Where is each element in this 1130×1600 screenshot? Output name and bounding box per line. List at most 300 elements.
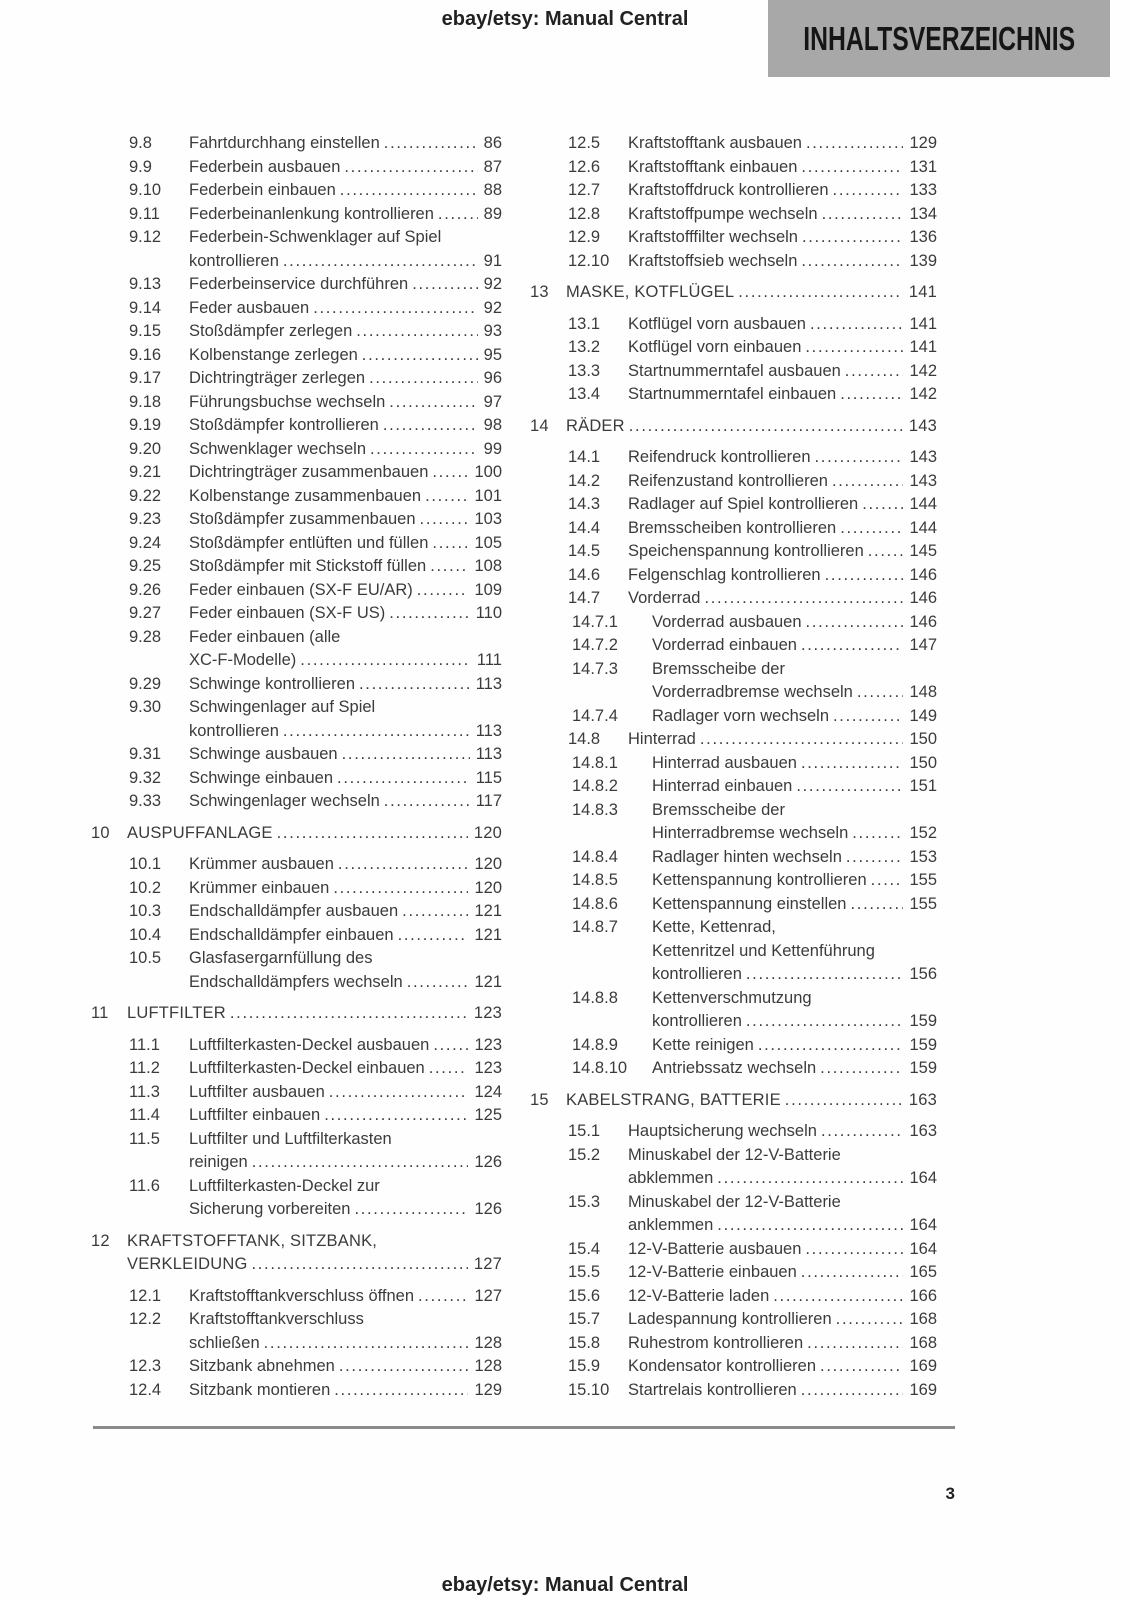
toc-entry-body xyxy=(628,1261,937,1285)
toc-entry-page: 164 xyxy=(909,1169,937,1187)
toc-entry-body xyxy=(189,853,502,877)
toc-entry-title: Führungsbuchse wechseln xyxy=(189,392,386,411)
toc-entry-lastline xyxy=(189,1151,502,1175)
toc-entry-page: 141 xyxy=(909,314,937,333)
toc-entry-body xyxy=(566,415,937,439)
toc-entry-number: 14.7.2 xyxy=(572,636,618,654)
dot-leader xyxy=(389,391,477,415)
toc-entry-page: 93 xyxy=(483,322,502,340)
toc-entry-page: 155 xyxy=(909,871,937,889)
toc-entry xyxy=(530,446,937,470)
toc-entry xyxy=(530,1089,937,1113)
dot-leader xyxy=(407,971,469,995)
toc-entry-lastline xyxy=(628,156,937,180)
toc-entry-lastline xyxy=(652,634,937,658)
dot-leader xyxy=(871,869,904,893)
toc-entry xyxy=(530,203,937,227)
toc-entry xyxy=(91,226,502,273)
toc-entry-number: 12.4 xyxy=(129,1380,162,1399)
toc-entry-lastline xyxy=(652,1010,937,1034)
toc-entry xyxy=(91,273,502,297)
toc-entry-page: 115 xyxy=(475,768,502,787)
toc-entry xyxy=(530,493,937,517)
toc-entry-number: 15.4 xyxy=(568,1239,601,1258)
toc-entry-title: Kraftstofftank einbauen xyxy=(628,157,798,176)
toc-entry xyxy=(91,344,502,368)
toc-entry-body xyxy=(652,799,937,846)
toc-entry xyxy=(530,1120,937,1144)
toc-entry-number: 10.2 xyxy=(129,878,162,897)
toc-entry-title: Schwinge kontrollieren xyxy=(189,674,356,693)
toc-entry-number: 9.11 xyxy=(129,204,160,223)
toc-entry-title: Federbeinservice durchführen xyxy=(189,275,409,293)
toc-entry-number: 10.3 xyxy=(129,902,162,920)
dot-leader xyxy=(384,790,470,814)
toc-entry-body xyxy=(189,877,502,901)
toc-entry xyxy=(91,877,502,901)
toc-entry xyxy=(530,705,937,729)
toc-entry-page: 141 xyxy=(908,283,937,301)
toc-entry-title: Stoßdämpfer kontrollieren xyxy=(189,416,379,434)
toc-entry-page: 133 xyxy=(909,181,937,199)
toc-entry-number: 14.1 xyxy=(568,448,601,466)
toc-entry-page: 121 xyxy=(474,902,502,920)
toc-entry xyxy=(530,470,937,494)
dot-leader xyxy=(369,367,478,391)
toc-entry-page: 159 xyxy=(909,1059,937,1077)
toc-entry-page: 113 xyxy=(475,721,502,740)
toc-entry-title: Schwingenlager wechseln xyxy=(189,792,380,810)
toc-entry-page: 127 xyxy=(474,1286,502,1305)
toc-entry xyxy=(91,461,502,485)
toc-entry-page: 166 xyxy=(909,1286,937,1305)
dot-leader xyxy=(430,555,468,579)
dot-leader xyxy=(344,156,477,180)
toc-entry-body xyxy=(628,226,937,250)
toc-entry-lastline xyxy=(628,1285,937,1309)
toc-entry-title: LUFTFILTER xyxy=(127,1004,226,1022)
dot-leader xyxy=(283,250,478,274)
toc-entry-body xyxy=(628,728,937,752)
toc-entry-page: 152 xyxy=(909,824,937,842)
toc-entry-body xyxy=(189,1034,502,1058)
toc-entry-title: Federbein ausbauen xyxy=(189,157,341,176)
toc-entry-body xyxy=(652,869,937,893)
toc-entry xyxy=(91,1175,502,1222)
toc-entry xyxy=(91,203,502,227)
toc-entry-title: Sitzbank abnehmen xyxy=(189,1357,335,1375)
toc-entry-title: Luftfilterkasten-Deckel einbauen xyxy=(189,1059,425,1077)
toc-entry-title: Ruhestrom kontrollieren xyxy=(628,1333,804,1352)
toc-entry-lastline xyxy=(189,532,502,556)
inhaltsverzeichnis-banner xyxy=(768,0,1110,77)
dot-leader xyxy=(862,493,903,517)
toc-entry-body xyxy=(628,203,937,227)
toc-entry-title: Vorderradbremse wechseln xyxy=(652,683,853,701)
toc-entry-title: Hauptsicherung wechseln xyxy=(628,1122,817,1140)
toc-entry-body xyxy=(566,281,937,305)
toc-entry-number: 10 xyxy=(91,823,110,842)
dot-leader xyxy=(801,752,904,776)
toc-entry-page: 109 xyxy=(474,580,502,599)
toc-entry-number: 12 xyxy=(91,1231,110,1250)
toc-entry-title-line: Kettenritzel und Kettenführung xyxy=(652,941,875,960)
dot-leader xyxy=(806,132,903,156)
toc-entry-lastline xyxy=(189,555,502,579)
toc-entry-lastline xyxy=(189,1081,502,1105)
toc-entry-page: 129 xyxy=(474,1380,502,1399)
dot-leader xyxy=(801,250,903,274)
toc-entry-body xyxy=(189,508,502,532)
toc-entry-title-line: Minuskabel der 12-V-Batterie xyxy=(628,1145,841,1164)
toc-entry-lastline xyxy=(652,1057,937,1081)
toc-entry-lastline xyxy=(189,367,502,391)
toc-entry-page: 142 xyxy=(909,361,937,380)
toc-entry-title: Speichenspannung kontrollieren xyxy=(628,542,864,560)
toc-entry xyxy=(530,1308,937,1332)
toc-entry xyxy=(91,555,502,579)
dot-leader xyxy=(832,470,904,494)
dot-leader xyxy=(329,1081,469,1105)
toc-entry-title: VERKLEIDUNG xyxy=(127,1255,248,1273)
dot-leader xyxy=(840,517,903,541)
toc-entry-page: 99 xyxy=(483,439,502,458)
toc-entry-title: Hinterrad ausbauen xyxy=(652,753,797,772)
toc-entry-page: 108 xyxy=(474,557,502,575)
dot-leader xyxy=(429,1057,469,1081)
toc-entry-lastline xyxy=(189,853,502,877)
toc-entry-body xyxy=(189,297,502,321)
dot-leader xyxy=(773,1285,903,1309)
toc-entry-number: 9.16 xyxy=(129,345,162,364)
toc-entry-title: Dichtringträger zusammenbauen xyxy=(189,463,429,481)
toc-entry xyxy=(91,673,502,697)
toc-entry-number: 12.3 xyxy=(129,1357,162,1375)
toc-entry-page: 141 xyxy=(909,338,937,356)
toc-entry-title: Kraftstoffpumpe wechseln xyxy=(628,204,818,223)
dot-leader xyxy=(334,1379,468,1403)
toc-entry-number: 9.19 xyxy=(129,416,162,434)
toc-entry-body xyxy=(652,1057,937,1081)
toc-entry xyxy=(530,156,937,180)
toc-entry-number: 15.5 xyxy=(568,1263,601,1281)
toc-entry-body xyxy=(628,313,937,337)
toc-entry-title: Kraftstoffdruck kontrollieren xyxy=(628,181,829,199)
dot-leader xyxy=(704,587,903,611)
dot-leader xyxy=(629,415,903,439)
toc-entry-page: 136 xyxy=(909,228,937,246)
toc-entry-number: 9.27 xyxy=(129,604,162,622)
toc-entry xyxy=(530,869,937,893)
toc-entry-body xyxy=(189,1175,502,1222)
toc-column-right xyxy=(530,132,937,1402)
toc-entry-lastline xyxy=(628,1214,937,1238)
dot-leader xyxy=(420,508,469,532)
toc-entry-number: 15.8 xyxy=(568,1333,601,1352)
toc-entry-page: 168 xyxy=(909,1310,937,1328)
dot-leader xyxy=(402,900,468,924)
toc-entry-title: MASKE, KOTFLÜGEL xyxy=(566,283,735,301)
toc-entry-number: 9.17 xyxy=(129,369,162,387)
toc-entry-body xyxy=(652,775,937,799)
toc-entry-number: 12.9 xyxy=(568,228,601,246)
toc-entry-page: 150 xyxy=(909,730,937,748)
toc-entry xyxy=(91,320,502,344)
toc-entry-title: Krümmer ausbauen xyxy=(189,855,334,873)
dot-leader xyxy=(283,720,470,744)
toc-entry xyxy=(530,313,937,337)
dot-leader xyxy=(806,611,904,635)
toc-entry xyxy=(530,916,937,987)
toc-entry-number: 15.10 xyxy=(568,1380,610,1399)
toc-entry-body xyxy=(652,658,937,705)
toc-entry-title: Ladespannung kontrollieren xyxy=(628,1310,832,1328)
toc-entry xyxy=(91,1285,502,1309)
dot-leader xyxy=(432,532,468,556)
toc-entry-title: Kotflügel vorn einbauen xyxy=(628,338,802,356)
toc-entry-number: 9.15 xyxy=(129,322,162,340)
toc-entry-number: 9.24 xyxy=(129,533,162,552)
toc-entry xyxy=(530,611,937,635)
toc-entry-page: 105 xyxy=(474,533,502,552)
toc-entry-page: 150 xyxy=(909,753,937,772)
dot-leader xyxy=(836,1308,904,1332)
toc-entry-number: 15.6 xyxy=(568,1286,601,1305)
toc-entry-page: 125 xyxy=(474,1106,502,1124)
toc-entry-number: 12.10 xyxy=(568,251,610,270)
toc-entry-lastline xyxy=(189,485,502,509)
toc-entry-number: 13.4 xyxy=(568,385,601,403)
toc-entry-lastline xyxy=(628,1167,937,1191)
toc-entry-lastline xyxy=(189,790,502,814)
toc-entry-title: 12-V-Batterie ausbauen xyxy=(628,1239,802,1258)
toc-entry-lastline xyxy=(189,720,502,744)
toc-entry-page: 128 xyxy=(474,1333,502,1352)
toc-entry-lastline xyxy=(189,579,502,603)
dot-leader xyxy=(805,1238,903,1262)
toc-entry-number: 9.21 xyxy=(129,463,162,481)
toc-entry xyxy=(91,297,502,321)
toc-entry-lastline xyxy=(189,1379,502,1403)
toc-entry-title-line: Bremsscheibe der xyxy=(652,659,785,678)
toc-entry-body xyxy=(189,461,502,485)
toc-entry-number: 9.31 xyxy=(129,745,162,763)
toc-entry-lastline xyxy=(189,1285,502,1309)
toc-entry-title: Stoßdämpfer zusammenbauen xyxy=(189,510,416,528)
toc-entry-title: Radlager vorn wechseln xyxy=(652,706,830,725)
toc-entry-number: 9.9 xyxy=(129,157,152,176)
toc-entry-page: 151 xyxy=(909,777,937,795)
toc-entry-page: 144 xyxy=(909,495,937,513)
toc-entry-number: 15.3 xyxy=(568,1192,601,1211)
toc-entry-title: Fahrtdurchhang einstellen xyxy=(189,134,380,152)
dot-leader xyxy=(796,775,903,799)
dot-leader xyxy=(738,281,903,305)
toc-entry-body xyxy=(189,1104,502,1128)
toc-entry-title: Endschalldämpfer ausbauen xyxy=(189,902,399,920)
dot-leader xyxy=(805,336,903,360)
toc-entry-lastline xyxy=(628,1355,937,1379)
toc-entry-lastline xyxy=(628,1379,937,1403)
toc-entry-body xyxy=(628,1120,937,1144)
dot-leader xyxy=(354,1198,468,1222)
toc-entry-body xyxy=(189,1379,502,1403)
toc-entry xyxy=(530,179,937,203)
toc-entry-number: 14.8.1 xyxy=(572,753,618,772)
toc-entry-lastline xyxy=(566,281,937,305)
toc-entry-page: 113 xyxy=(475,745,502,763)
toc-entry-title: Antriebssatz wechseln xyxy=(652,1059,817,1077)
document-footer-title: ebay/etsy: Manual Central xyxy=(441,1574,689,1596)
toc-entry-body xyxy=(652,611,937,635)
toc-entry-title: Kettenspannung kontrollieren xyxy=(652,871,867,889)
toc-entry-title: Krümmer einbauen xyxy=(189,878,330,897)
dot-leader xyxy=(807,1332,903,1356)
toc-entry-body xyxy=(628,564,937,588)
toc-entry-number: 15.7 xyxy=(568,1310,601,1328)
toc-entry-number: 14.8.4 xyxy=(572,847,618,866)
toc-entry-number: 11.5 xyxy=(129,1129,160,1148)
toc-entry-page: 98 xyxy=(483,416,502,434)
footer-divider xyxy=(93,1426,955,1429)
toc-entry-lastline xyxy=(566,415,937,439)
toc-entry-page: 169 xyxy=(909,1357,937,1375)
toc-entry-page: 143 xyxy=(909,471,937,490)
dot-leader xyxy=(389,602,469,626)
dot-leader xyxy=(251,1253,467,1277)
toc-entry-page: 101 xyxy=(474,486,502,505)
toc-entry-page: 163 xyxy=(908,1090,937,1109)
toc-entry-body xyxy=(652,705,937,729)
toc-entry xyxy=(530,1238,937,1262)
toc-entry-lastline xyxy=(189,273,502,297)
toc-entry-page: 87 xyxy=(483,157,502,176)
dot-leader xyxy=(810,313,904,337)
dot-leader xyxy=(851,893,904,917)
toc-entry-lastline xyxy=(628,313,937,337)
toc-entry-lastline xyxy=(189,1355,502,1379)
dot-leader xyxy=(840,383,903,407)
toc-entry xyxy=(91,1355,502,1379)
toc-entry-page: 121 xyxy=(474,925,502,944)
toc-entry-title: Vorderrad ausbauen xyxy=(652,612,802,631)
toc-entry xyxy=(530,1261,937,1285)
toc-entry xyxy=(530,226,937,250)
toc-entry-title: Kraftstoffsieb wechseln xyxy=(628,251,798,270)
toc-entry-title: Federbein einbauen xyxy=(189,181,336,199)
toc-entry-number: 15.9 xyxy=(568,1357,601,1375)
toc-entry-title: Stoßdämpfer mit Stickstoff füllen xyxy=(189,557,427,575)
toc-entry-number: 14.8.2 xyxy=(572,777,618,795)
toc-entry-number: 14 xyxy=(530,416,549,435)
toc-entry-lastline xyxy=(189,1104,502,1128)
toc-entry-number: 9.22 xyxy=(129,486,162,505)
toc-entry-body xyxy=(189,1355,502,1379)
toc-entry xyxy=(530,846,937,870)
toc-entry-number: 11 xyxy=(91,1004,109,1022)
toc-entry-body xyxy=(127,1002,502,1026)
toc-entry-body xyxy=(628,1379,937,1403)
toc-entry-title-line: Minuskabel der 12-V-Batterie xyxy=(628,1192,841,1211)
toc-entry-body xyxy=(127,822,502,846)
toc-entry-page: 117 xyxy=(475,792,502,810)
dot-leader xyxy=(342,743,470,767)
toc-entry-number: 9.25 xyxy=(129,557,162,575)
toc-entry-number: 14.8.3 xyxy=(572,800,618,819)
toc-entry-lastline xyxy=(628,493,937,517)
toc-entry-body xyxy=(189,1057,502,1081)
toc-entry-page: 169 xyxy=(909,1380,937,1399)
toc-entry-lastline xyxy=(189,203,502,227)
toc-entry xyxy=(530,132,937,156)
toc-entry xyxy=(91,532,502,556)
toc-entry-title: Kotflügel vorn ausbauen xyxy=(628,314,806,333)
toc-entry-page: 146 xyxy=(909,589,937,607)
toc-entry xyxy=(91,924,502,948)
toc-entry xyxy=(530,1191,937,1238)
toc-entry xyxy=(530,383,937,407)
toc-entry-page: 148 xyxy=(909,683,937,701)
toc-entry-number: 12.6 xyxy=(568,157,601,176)
toc-entry-title: Hinterrad xyxy=(628,730,696,748)
toc-entry-lastline xyxy=(652,963,937,987)
toc-entry xyxy=(530,281,937,305)
toc-entry-title: Sicherung vorbereiten xyxy=(189,1200,351,1218)
toc-entry-page: 156 xyxy=(909,965,937,983)
dot-leader xyxy=(230,1002,468,1026)
toc-entry-number: 9.13 xyxy=(129,275,162,293)
toc-entry-body xyxy=(566,1089,937,1113)
banner-title: INHALTSVERZEICHNIS xyxy=(803,19,1075,57)
toc-entry-number: 12.1 xyxy=(129,1286,162,1305)
toc-entry-number: 9.30 xyxy=(129,698,162,716)
toc-entry-body xyxy=(189,179,502,203)
dot-leader xyxy=(825,564,904,588)
toc-entry-number: 14.8.9 xyxy=(572,1035,618,1054)
toc-entry-number: 14.8.5 xyxy=(572,871,618,889)
toc-entry-number: 9.28 xyxy=(129,627,162,646)
toc-entry-lastline xyxy=(628,540,937,564)
toc-entry-number: 11.3 xyxy=(129,1082,160,1101)
toc-entry-lastline xyxy=(652,752,937,776)
toc-entry-page: 149 xyxy=(909,706,937,725)
toc-entry-lastline xyxy=(652,869,937,893)
toc-entry-title-line: Kette, Kettenrad, xyxy=(652,918,776,936)
toc-entry-number: 14.8.8 xyxy=(572,988,618,1007)
dot-leader xyxy=(845,360,904,384)
toc-entry xyxy=(530,360,937,384)
dot-leader xyxy=(822,203,904,227)
dot-leader xyxy=(340,179,478,203)
toc-entry-number: 14.6 xyxy=(568,565,601,584)
toc-entry-body xyxy=(189,320,502,344)
toc-entry xyxy=(91,132,502,156)
toc-entry-lastline xyxy=(189,391,502,415)
toc-entry xyxy=(91,1081,502,1105)
toc-entry-page: 164 xyxy=(909,1216,937,1234)
toc-entry-page: 159 xyxy=(909,1035,937,1054)
toc-entry-page: 163 xyxy=(909,1122,937,1140)
toc-entry-number: 11.6 xyxy=(129,1176,160,1195)
toc-entry-lastline xyxy=(652,893,937,917)
toc-entry-body xyxy=(189,226,502,273)
toc-entry-body xyxy=(189,156,502,180)
toc-entry-body xyxy=(628,132,937,156)
toc-entry xyxy=(530,1355,937,1379)
toc-entry-title: Kettenspannung einstellen xyxy=(652,894,847,913)
toc-entry-title: Luftfilter ausbauen xyxy=(189,1082,325,1101)
toc-entry-title-line: Luftfilterkasten-Deckel zur xyxy=(189,1176,380,1195)
